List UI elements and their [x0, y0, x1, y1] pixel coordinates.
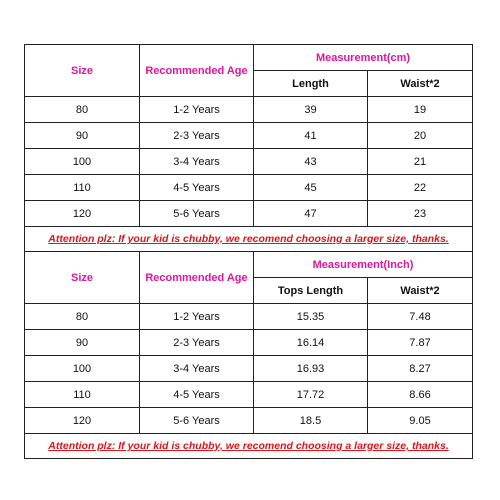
- length-cell: 17.72: [254, 382, 368, 408]
- size-cell: 110: [25, 382, 140, 408]
- chubby-notice: Attention plz: If your kid is chubby, we recomend choosing a larger size, thanks.: [25, 434, 473, 459]
- waist-cell: 7.87: [368, 330, 473, 356]
- size-cell: 80: [25, 97, 140, 123]
- length-cell: 15.35: [254, 304, 368, 330]
- age-cell: 4-5 Years: [140, 382, 254, 408]
- cm-header-row: [25, 45, 473, 71]
- waist-cell: 9.05: [368, 408, 473, 434]
- cm-measurement-header: Measurement(cm): [254, 45, 473, 71]
- waist-cell: 8.27: [368, 356, 473, 382]
- length-cell: 41: [254, 123, 368, 149]
- age-cell: 4-5 Years: [140, 175, 254, 201]
- size-cell: 90: [25, 330, 140, 356]
- size-cell: 80: [25, 304, 140, 330]
- waist-cell: 23: [368, 201, 473, 227]
- table-row: [25, 382, 473, 408]
- length-cell: 18.5: [254, 408, 368, 434]
- age-cell: 3-4 Years: [140, 356, 254, 382]
- chubby-notice: Attention plz: If your kid is chubby, we recomend choosing a larger size, thanks.: [25, 227, 473, 252]
- size-cell: 90: [25, 123, 140, 149]
- cm-age-header: Recommended Age: [140, 45, 254, 97]
- cm-notice-row: [25, 227, 473, 252]
- length-cell: 16.93: [254, 356, 368, 382]
- waist-cell: 22: [368, 175, 473, 201]
- inch-header-row: [25, 252, 473, 278]
- waist-cell: 8.66: [368, 382, 473, 408]
- size-chart-sheet: [24, 44, 472, 459]
- table-row: [25, 97, 473, 123]
- size-cell: 100: [25, 356, 140, 382]
- inch-waist-header: Waist*2: [368, 278, 473, 304]
- table-row: [25, 304, 473, 330]
- age-cell: 1-2 Years: [140, 97, 254, 123]
- inch-measurement-header: Measurement(Inch): [254, 252, 473, 278]
- inch-size-header: Size: [25, 252, 140, 304]
- table-row: [25, 330, 473, 356]
- table-row: [25, 149, 473, 175]
- waist-cell: 19: [368, 97, 473, 123]
- table-row: [25, 356, 473, 382]
- age-cell: 3-4 Years: [140, 149, 254, 175]
- size-cell: 120: [25, 408, 140, 434]
- table-row: [25, 408, 473, 434]
- inch-age-header: Recommended Age: [140, 252, 254, 304]
- waist-cell: 21: [368, 149, 473, 175]
- length-cell: 16.14: [254, 330, 368, 356]
- inch-length-header: Tops Length: [254, 278, 368, 304]
- cm-waist-header: Waist*2: [368, 71, 473, 97]
- table-row: [25, 123, 473, 149]
- size-cell: 110: [25, 175, 140, 201]
- age-cell: 5-6 Years: [140, 201, 254, 227]
- inch-notice-row: [25, 434, 473, 459]
- cm-length-header: Length: [254, 71, 368, 97]
- age-cell: 2-3 Years: [140, 123, 254, 149]
- age-cell: 2-3 Years: [140, 330, 254, 356]
- length-cell: 39: [254, 97, 368, 123]
- size-cell: 120: [25, 201, 140, 227]
- length-cell: 45: [254, 175, 368, 201]
- size-cell: 100: [25, 149, 140, 175]
- length-cell: 47: [254, 201, 368, 227]
- age-cell: 1-2 Years: [140, 304, 254, 330]
- size-chart-table: [24, 44, 473, 459]
- waist-cell: 7.48: [368, 304, 473, 330]
- age-cell: 5-6 Years: [140, 408, 254, 434]
- table-row: [25, 175, 473, 201]
- waist-cell: 20: [368, 123, 473, 149]
- table-row: [25, 201, 473, 227]
- cm-size-header: Size: [25, 45, 140, 97]
- length-cell: 43: [254, 149, 368, 175]
